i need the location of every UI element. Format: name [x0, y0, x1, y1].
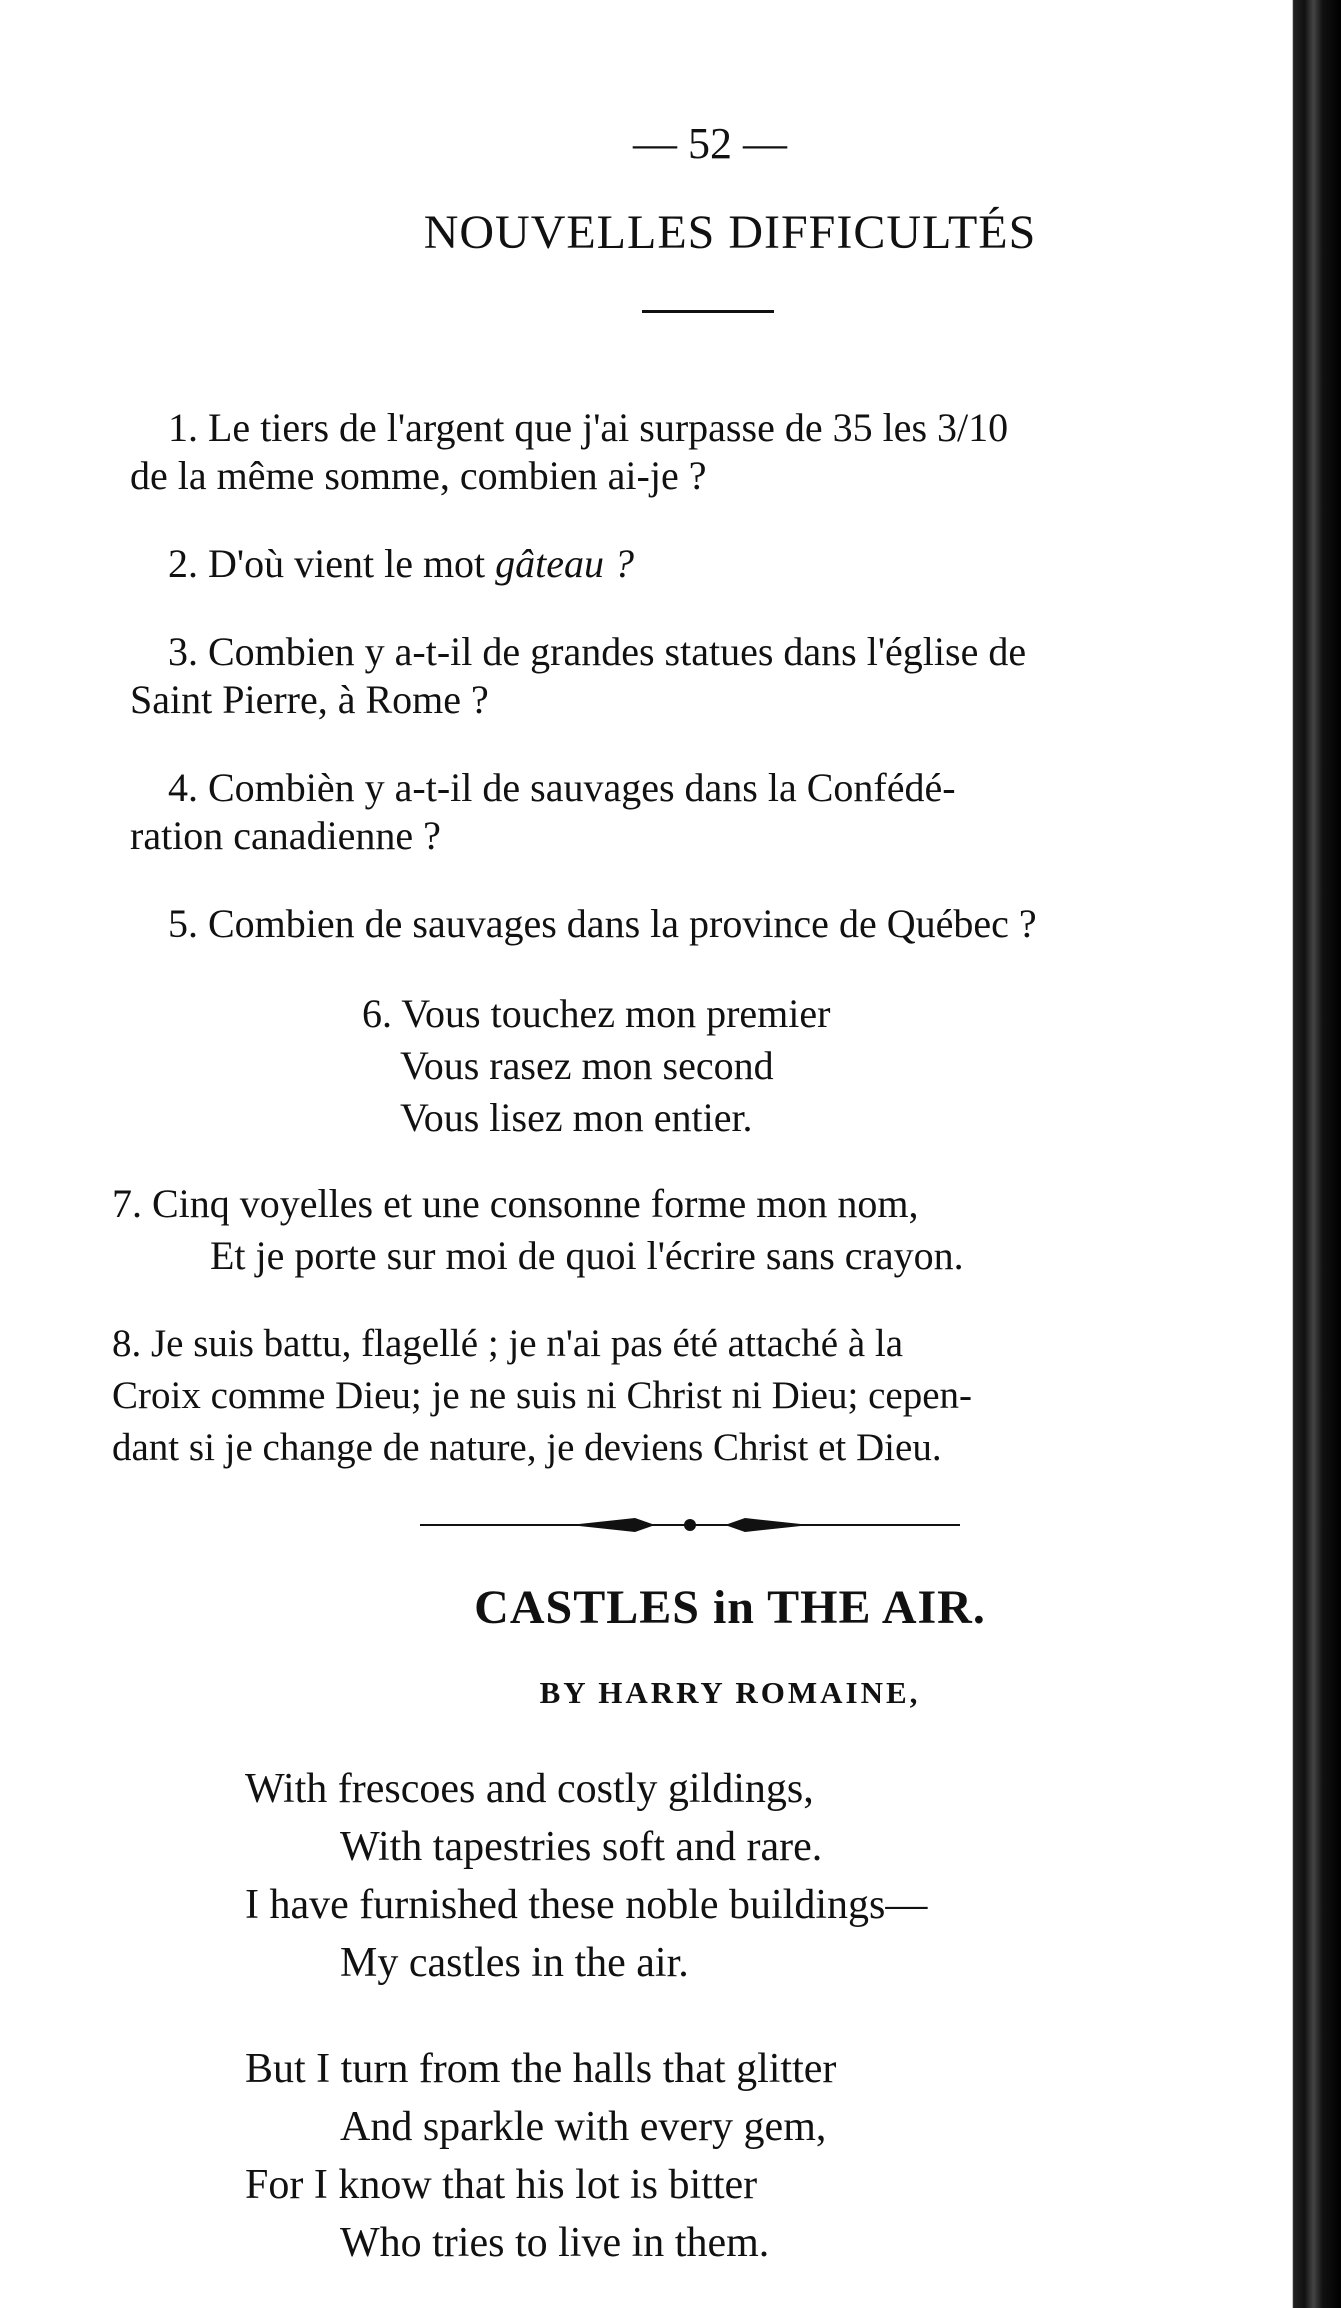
ornamental-divider [420, 1510, 960, 1540]
title-rule [642, 310, 774, 313]
question-6-line-1: 6. Vous touchez mon premier [362, 991, 831, 1036]
question-4-line-2: ration canadienne ? [130, 813, 441, 858]
poem-stanza-2-line-3: For I know that his lot is bitter [245, 2162, 758, 2208]
poem-byline: BY HARRY ROMAINE, [539, 1675, 921, 1710]
question-3-line-2: Saint Pierre, à Rome ? [130, 677, 489, 722]
page-spine-edge [1280, 0, 1341, 2308]
question-8-line-3: dant si je change de nature, je deviens Christ et Dieu. [112, 1426, 942, 1469]
question-8-line-2: Croix comme Dieu; je ne suis ni Christ ni Dieu; cepen- [112, 1374, 972, 1417]
question-3-line-1: 3. Combien y a-t-il de grandes statues dans l'église de [168, 629, 1027, 674]
poem-stanza-2-line-1: But I turn from the halls that glitter [245, 2046, 837, 2092]
question-6-line-2: Vous rasez mon second [400, 1043, 774, 1088]
question-5: 5. Combien de sauvages dans la province de Québec ? [168, 901, 1037, 946]
question-1-line-2: de la même somme, combien ai-je ? [130, 453, 707, 498]
poem-stanza-1-line-3: I have furnished these noble buildings— [245, 1882, 928, 1928]
poem-title: CASTLES in THE AIR. [474, 1581, 986, 1634]
poem-stanza-1-line-4: My castles in the air. [340, 1940, 689, 1986]
poem-stanza-2-line-4: Who tries to live in them. [340, 2220, 770, 2266]
poem-stanza-2-line-2: And sparkle with every gem, [340, 2104, 827, 2150]
question-4-line-1: 4. Combièn y a-t-il de sauvages dans la Confédé- [168, 765, 956, 810]
question-7-line-2: Et je porte sur moi de quoi l'écrire sans crayon. [210, 1233, 964, 1278]
page-number: — 52 — [633, 119, 787, 168]
question-1-line-1: 1. Le tiers de l'argent que j'ai surpasse de 35 les 3/10 [168, 405, 1009, 450]
poem-stanza-1-line-1: With frescoes and costly gildings, [245, 1766, 814, 1812]
question-2-lead: 2. D'où vient le mot [168, 541, 496, 586]
poem-stanza-1-line-2: With tapestries soft and rare. [340, 1824, 823, 1870]
question-8-line-1: 8. Je suis battu, flagellé ; je n'ai pas été attaché à la [112, 1322, 904, 1365]
section-title: NOUVELLES DIFFICULTÉS [423, 206, 1037, 259]
question-6-line-3: Vous lisez mon entier. [400, 1095, 753, 1140]
question-2-word: gâteau ? [495, 541, 635, 586]
question-2 [168, 540, 634, 588]
question-7-line-1: 7. Cinq voyelles et une consonne forme mon nom, [112, 1181, 919, 1226]
